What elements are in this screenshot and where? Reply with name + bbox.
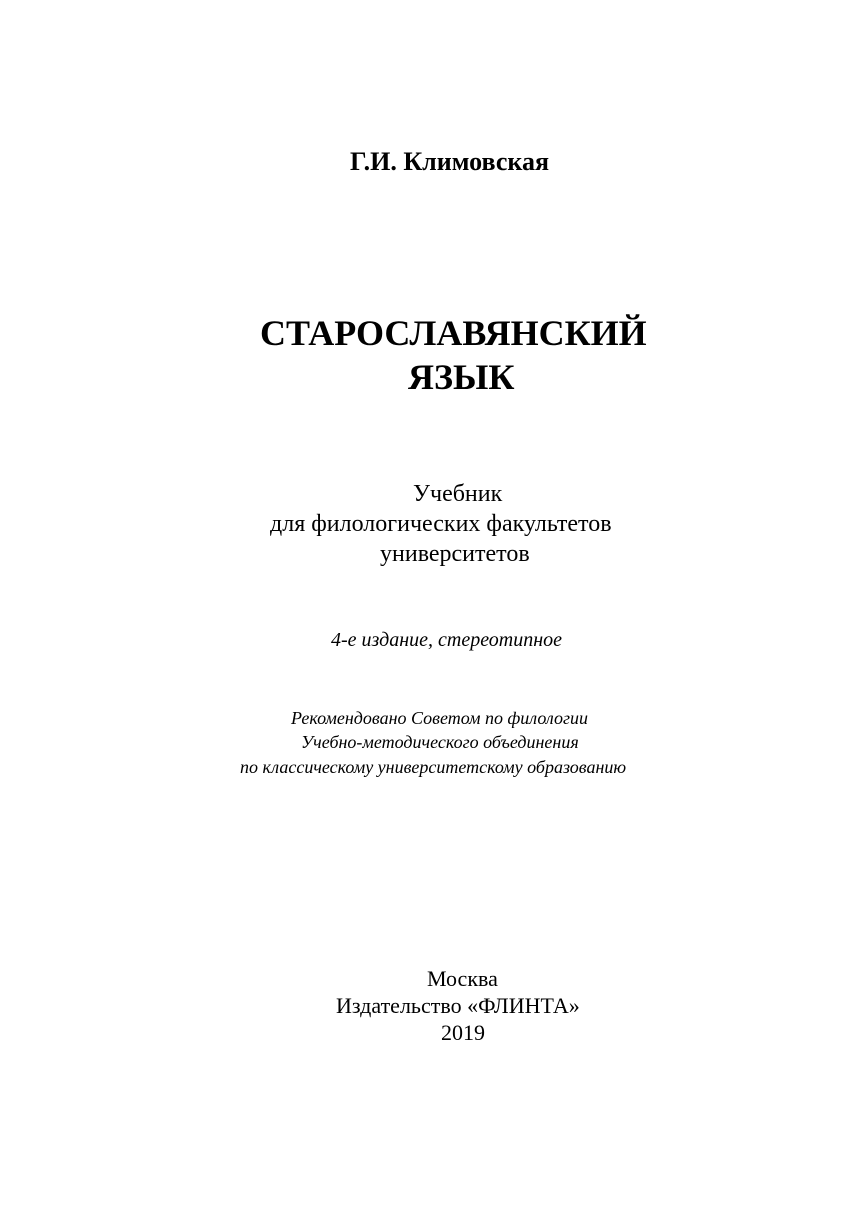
imprint-publisher: Издательство «ФЛИНТА» <box>336 993 580 1018</box>
subtitle-line-1: Учебник <box>413 481 503 507</box>
imprint-year: 2019 <box>441 1020 485 1045</box>
subtitle-line-2: для филологических факультетов <box>270 511 612 537</box>
book-title-line-2: ЯЗЫК <box>408 357 515 397</box>
book-title-line-1: СТАРОСЛАВЯНСКИЙ <box>260 313 647 353</box>
recommendation-line-2: Учебно-методического объединения <box>301 732 579 752</box>
author-name: Г.И. Климовская <box>350 147 550 176</box>
subtitle-line-3: университетов <box>380 541 530 567</box>
edition-note: 4-е издание, стереотипное <box>331 629 563 651</box>
recommendation-line-3: по классическому университетскому образованию <box>240 757 627 777</box>
recommendation-line-1: Рекомендовано Советом по филологии <box>291 708 588 728</box>
imprint-city: Москва <box>427 966 498 991</box>
